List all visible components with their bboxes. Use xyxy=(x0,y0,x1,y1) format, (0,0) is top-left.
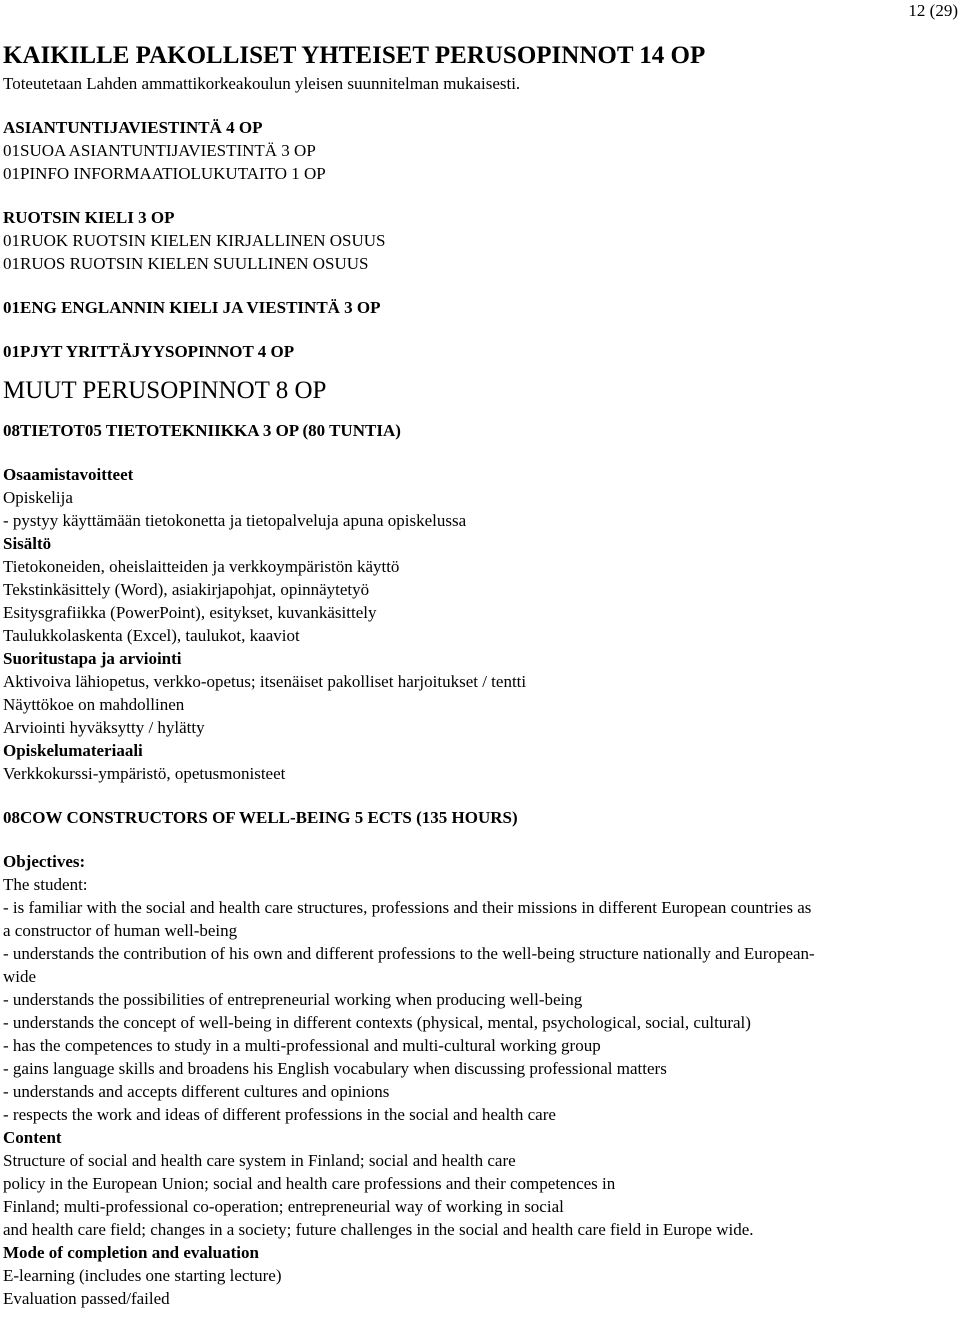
list-item: Finland; multi-professional co-operation; entrepreneurial way of working in social xyxy=(3,1197,564,1216)
list-item: Tietokoneiden, oheislaitteiden ja verkkoympäristön käyttö xyxy=(3,557,400,576)
constructors-content-label: Content xyxy=(3,1128,62,1147)
muut-title: MUUT PERUSOPINNOT 8 OP xyxy=(3,377,327,404)
mode-label: Mode of completion and evaluation xyxy=(3,1243,259,1262)
list-item: - understands the contribution of his own and different professions to the well-being structure nationally and European- xyxy=(3,944,815,963)
document-body xyxy=(3,40,948,1310)
objectives-label: Objectives: xyxy=(3,852,86,871)
list-item: Evaluation passed/failed xyxy=(3,1289,170,1308)
ruotsi-heading: RUOTSIN KIELI 3 OP xyxy=(3,208,175,227)
list-item: E-learning (includes one starting lecture) xyxy=(3,1266,282,1285)
list-item: Tekstinkäsittely (Word), asiakirjapohjat, opinnäytetyö xyxy=(3,580,370,599)
list-item: Taulukkolaskenta (Excel), taulukot, kaaviot xyxy=(3,626,300,645)
yrittajyys-heading: 01PJYT YRITTÄJYYSOPINNOT 4 OP xyxy=(3,342,295,361)
list-item: Näyttökoe on mahdollinen xyxy=(3,695,185,714)
list-item: a constructor of human well-being xyxy=(3,921,238,940)
list-item: 01SUOA ASIANTUNTIJAVIESTINTÄ 3 OP xyxy=(3,141,316,160)
material-label: Opiskelumateriaali xyxy=(3,741,143,760)
list-item: - respects the work and ideas of different professions in the social and health care xyxy=(3,1105,556,1124)
list-item: 01PINFO INFORMAATIOLUKUTAITO 1 OP xyxy=(3,164,326,183)
list-item: - understands the possibilities of entrepreneurial working when producing well-being xyxy=(3,990,583,1009)
section-subtitle: Toteutetaan Lahden ammattikorkeakoulun yleisen suunnitelman mukaisesti. xyxy=(3,74,521,93)
list-item: Structure of social and health care system in Finland; social and health care xyxy=(3,1151,516,1170)
section-title: KAIKILLE PAKOLLISET YHTEISET PERUSOPINNOT 14 OP xyxy=(3,42,706,69)
tietotekniikka-heading: 08TIETOT05 TIETOTEKNIIKKA 3 OP (80 TUNTIA) xyxy=(3,421,401,440)
list-item: and health care field; changes in a society; future challenges in the social and health care field in Europe wide. xyxy=(3,1220,754,1239)
englanti-heading: 01ENG ENGLANNIN KIELI JA VIESTINTÄ 3 OP xyxy=(3,298,381,317)
list-item: policy in the European Union; social and health care professions and their competences in xyxy=(3,1174,616,1193)
list-item: - pystyy käyttämään tietokonetta ja tietopalveluja apuna opiskelussa xyxy=(3,511,467,530)
list-item: wide xyxy=(3,967,37,986)
list-item: - understands the concept of well-being in different contexts (physical, mental, psychological, social, cultural) xyxy=(3,1013,751,1032)
list-item: Esitysgrafiikka (PowerPoint), esitykset, kuvankäsittely xyxy=(3,603,377,622)
list-item: Verkkokurssi-ympäristö, opetusmonisteet xyxy=(3,764,286,783)
asiantuntija-heading: ASIANTUNTIJAVIESTINTÄ 4 OP xyxy=(3,118,263,137)
goals-intro: Opiskelija xyxy=(3,488,73,507)
goals-label: Osaamistavoitteet xyxy=(3,465,134,484)
list-item: - is familiar with the social and health care structures, professions and their missions in different European countries as xyxy=(3,898,812,917)
objectives-intro: The student: xyxy=(3,875,88,894)
method-label: Suoritustapa ja arviointi xyxy=(3,649,182,668)
page-number: 12 (29) xyxy=(908,1,958,20)
constructors-heading: 08COW CONSTRUCTORS OF WELL-BEING 5 ECTS (135 HOURS) xyxy=(3,808,518,827)
list-item: - has the competences to study in a multi-professional and multi-cultural working group xyxy=(3,1036,601,1055)
list-item: 01RUOK RUOTSIN KIELEN KIRJALLINEN OSUUS xyxy=(3,231,386,250)
list-item: 01RUOS RUOTSIN KIELEN SUULLINEN OSUUS xyxy=(3,254,369,273)
list-item: Arviointi hyväksytty / hylätty xyxy=(3,718,205,737)
list-item: - understands and accepts different cultures and opinions xyxy=(3,1082,390,1101)
list-item: - gains language skills and broadens his English vocabulary when discussing professional matters xyxy=(3,1059,667,1078)
list-item: Aktivoiva lähiopetus, verkko-opetus; itsenäiset pakolliset harjoitukset / tentti xyxy=(3,672,527,691)
content-label: Sisältö xyxy=(3,534,52,553)
